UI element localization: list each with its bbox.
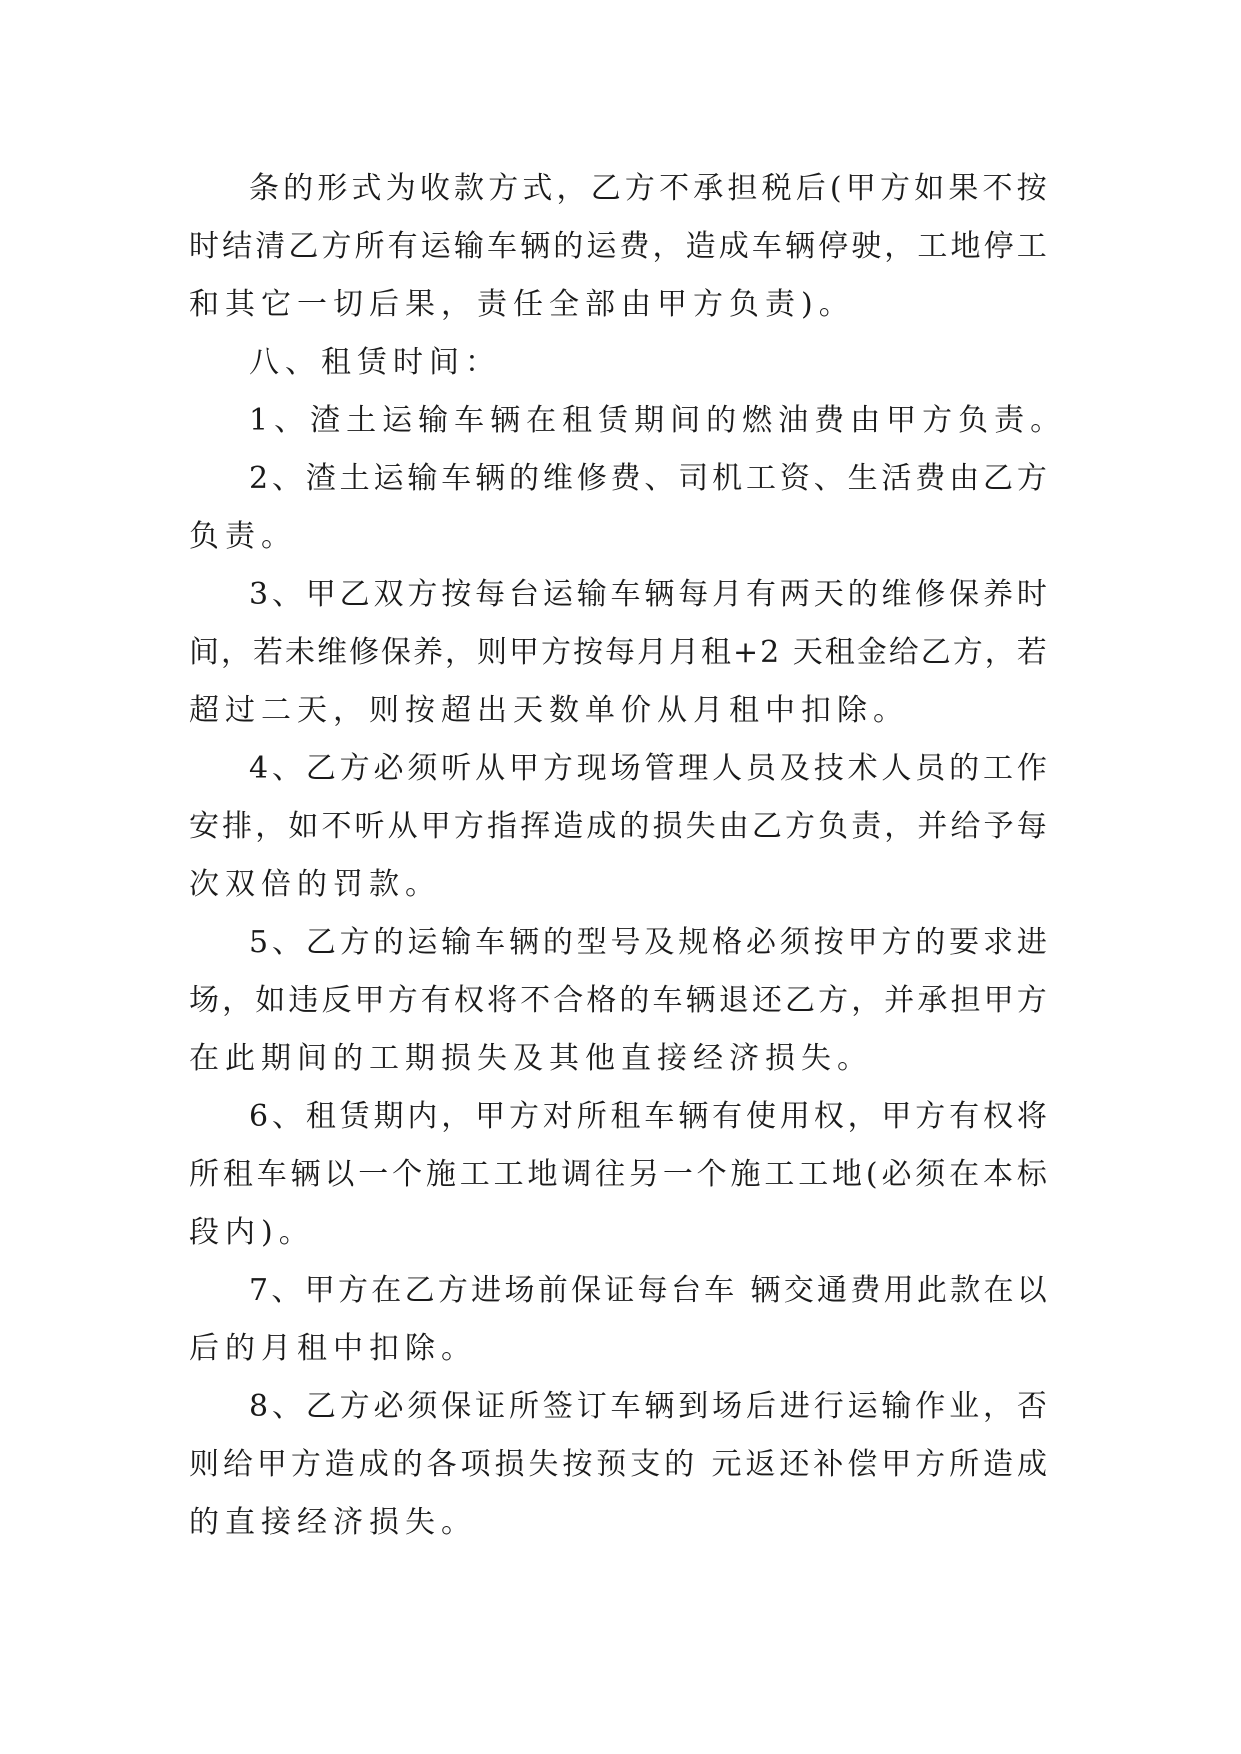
text-line: 条 的 形 式 为 收 款 方 式 ， 乙 方 不 承 担 税 后 ( 甲 方 如 果 不 按 bbox=[249, 171, 1047, 206]
text-line: 负责。 bbox=[189, 519, 297, 554]
text-line: 时 结 清 乙 方 所 有 运 输 车 辆 的 运 费 ， 造 成 车 辆 停 驶 ， 工 地 停 工 bbox=[189, 229, 1047, 264]
text-line: 安 排 ， 如 不 听 从 甲 方 指 挥 造 成 的 损 失 由 乙 方 负 责 ， 并 给 予 每 bbox=[189, 809, 1047, 844]
text-line: 5 、 乙 方 的 运 输 车 辆 的 型 号 及 规 格 必 须 按 甲 方 的 要 求 进 bbox=[249, 925, 1047, 960]
text-line: 超过二天，则按超出天数单价从月租中扣除。 bbox=[189, 693, 909, 728]
text-line: 4 、 乙 方 必 须 听 从 甲 方 现 场 管 理 人 员 及 技 术 人 员 的 工 作 bbox=[249, 751, 1047, 786]
text-line: 6 、 租 赁 期 内 ， 甲 方 对 所 租 车 辆 有 使 用 权 ， 甲 方 有 权 将 bbox=[249, 1099, 1047, 1134]
text-line: 则 给 甲 方 造 成 的 各 项 损 失 按 预 支 的 元 返 还 补 偿 甲 方 所 造 成 bbox=[189, 1447, 1047, 1482]
text-line: 后的月租中扣除。 bbox=[189, 1331, 477, 1366]
text-line: 在此期间的工期损失及其他直接经济损失。 bbox=[189, 1041, 873, 1076]
text-line: 段内)。 bbox=[189, 1215, 315, 1250]
text-line: 1、渣土运输车辆在租赁期间的燃油费由甲方负责。 bbox=[249, 403, 1067, 438]
text-line: 2 、 渣 土 运 输 车 辆 的 维 修 费 、 司 机 工 资 、 生 活 费 由 乙 方 bbox=[249, 461, 1047, 496]
text-line: 间 ， 若 未 维 修 保 养 ， 则 甲 方 按 每 月 月 租 + 2 天 租 金 给 乙 方 ， 若 bbox=[189, 635, 1047, 670]
text-line: 7 、 甲 方 在 乙 方 进 场 前 保 证 每 台 车 辆 交 通 费 用 此 款 在 以 bbox=[249, 1273, 1047, 1308]
text-line: 所 租 车 辆 以 一 个 施 工 工 地 调 往 另 一 个 施 工 工 地 ( 必 须 在 本 标 bbox=[189, 1157, 1047, 1192]
document-body bbox=[189, 160, 1067, 1552]
text-line: 八、租赁时间： bbox=[249, 345, 501, 380]
text-line: 3 、 甲 乙 双 方 按 每 台 运 输 车 辆 每 月 有 两 天 的 维 修 保 养 时 bbox=[249, 577, 1047, 612]
text-line: 次双倍的罚款。 bbox=[189, 867, 441, 902]
text-line: 8 、 乙 方 必 须 保 证 所 签 订 车 辆 到 场 后 进 行 运 输 作 业 ， 否 bbox=[249, 1389, 1047, 1424]
text-line: 场 ， 如 违 反 甲 方 有 权 将 不 合 格 的 车 辆 退 还 乙 方 ， 并 承 担 甲 方 bbox=[189, 983, 1047, 1018]
text-line: 的直接经济损失。 bbox=[189, 1505, 477, 1540]
text-line: 和其它一切后果，责任全部由甲方负责)。 bbox=[189, 287, 855, 322]
